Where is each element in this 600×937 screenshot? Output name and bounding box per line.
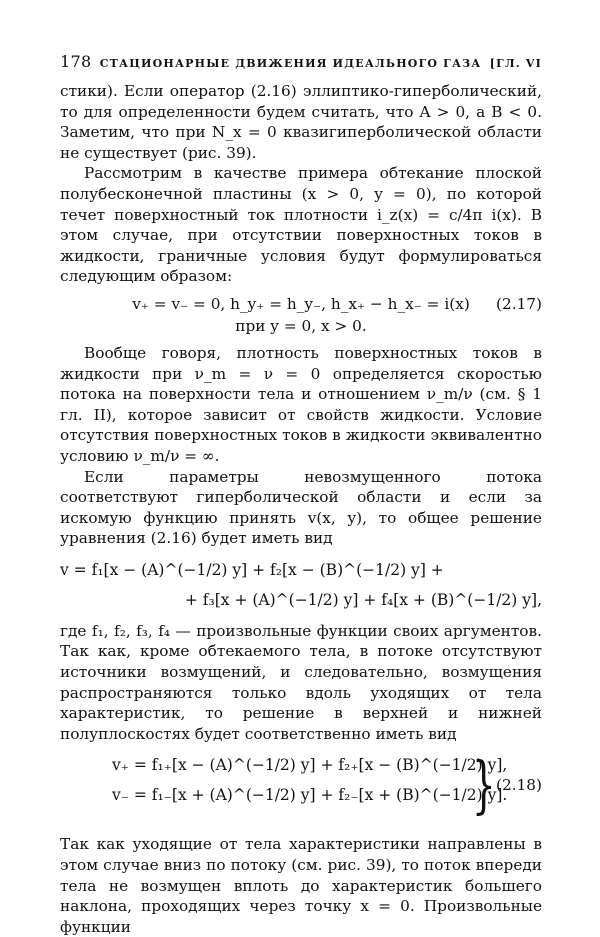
general-solution-line-1: v = f₁[x − (A)^(−1/2) y] + f₂[x − (B)^(−1/2) y] + — [60, 560, 444, 579]
general-solution — [60, 555, 542, 615]
paragraph-6: Так как уходящие от тела характеристики направлены в этом случае вниз по потоку (см. рис. 39), то поток впереди тела не возмущен вплоть до характеристик большего наклона, проходящих через точку x = 0. Произвольные функции — [60, 835, 542, 936]
page-header — [60, 52, 542, 71]
book-page — [60, 52, 542, 937]
equation-2-17 — [60, 293, 542, 337]
paragraph-3: Вообще говоря, плотность поверхностных токов в жидкости при ν_m = ν = 0 определяется скоростью потока на поверхности тела и отношением ν_m/ν (см. § 1 гл. II), которое зависит от свойств жидкости. Условие отсутствия поверхностных токов в жидкости эквивалентно условию ν_m/ν = ∞. — [60, 343, 542, 465]
paragraph-1: стики). Если оператор (2.16) эллиптико-гиперболический, то для определенности будем считать, что A > 0, а B < 0. Заметим, что при N_x = 0 квазигиперболической области не существует (рис. 39). — [60, 82, 542, 162]
equation-2-18-line-1: v₊ = f₁₊[x − (A)^(−1/2) y] + f₂₊[x − (B)^(−1/2) y], — [112, 756, 508, 775]
right-brace: } — [472, 748, 496, 822]
chapter-label: [ГЛ. VI — [489, 57, 542, 70]
equation-2-18 — [60, 750, 542, 830]
paragraph-4: Если параметры невозмущенного потока соответствуют гиперболической области и если за искомую функцию принять v(x, y), то общее решение уравнения (2.16) будет иметь вид — [60, 467, 542, 548]
equation-2-17-line-2: при y = 0, x > 0. — [235, 316, 367, 335]
paragraph-2: Рассмотрим в качестве примера обтекание плоской полубесконечной пластины (x > 0, y = 0), по которой течет поверхностный ток плотности i_z(x) = c/4π i(x). В этом случае, при отсутствии поверхностных токов в жидкости, граничные условия будут формулироваться следующим образом: — [60, 164, 542, 286]
page-number: 178 — [60, 52, 92, 71]
general-solution-line-2: + f₃[x + (A)^(−1/2) y] + f₄[x + (B)^(−1/2) y], — [184, 590, 542, 609]
equation-number-2-18: (2.18) — [496, 776, 542, 795]
equation-2-17-line-1: v₊ = v₋ = 0, h_y₊ = h_y₋, h_x₊ − h_x₋ = i(x) (2.17) — [132, 294, 542, 313]
running-title: СТАЦИОНАРНЫЕ ДВИЖЕНИЯ ИДЕАЛЬНОГО ГАЗА — [99, 57, 482, 70]
equation-number-2-17: (2.17) — [496, 294, 542, 313]
equation-2-18-line-2: v₋ = f₁₋[x + (A)^(−1/2) y] + f₂₋[x + (B)^(−1/2) y]. — [112, 786, 508, 805]
paragraph-5: где f₁, f₂, f₃, f₄ — произвольные функции своих аргументов. Так как, кроме обтекаемого тела, в потоке отсутствуют источники возмущений, и следовательно, возмущения распространяются только вдоль уходящих от тела характеристик, то решение в верхней и нижней полуплоскостях будет соответственно иметь вид — [60, 621, 542, 743]
